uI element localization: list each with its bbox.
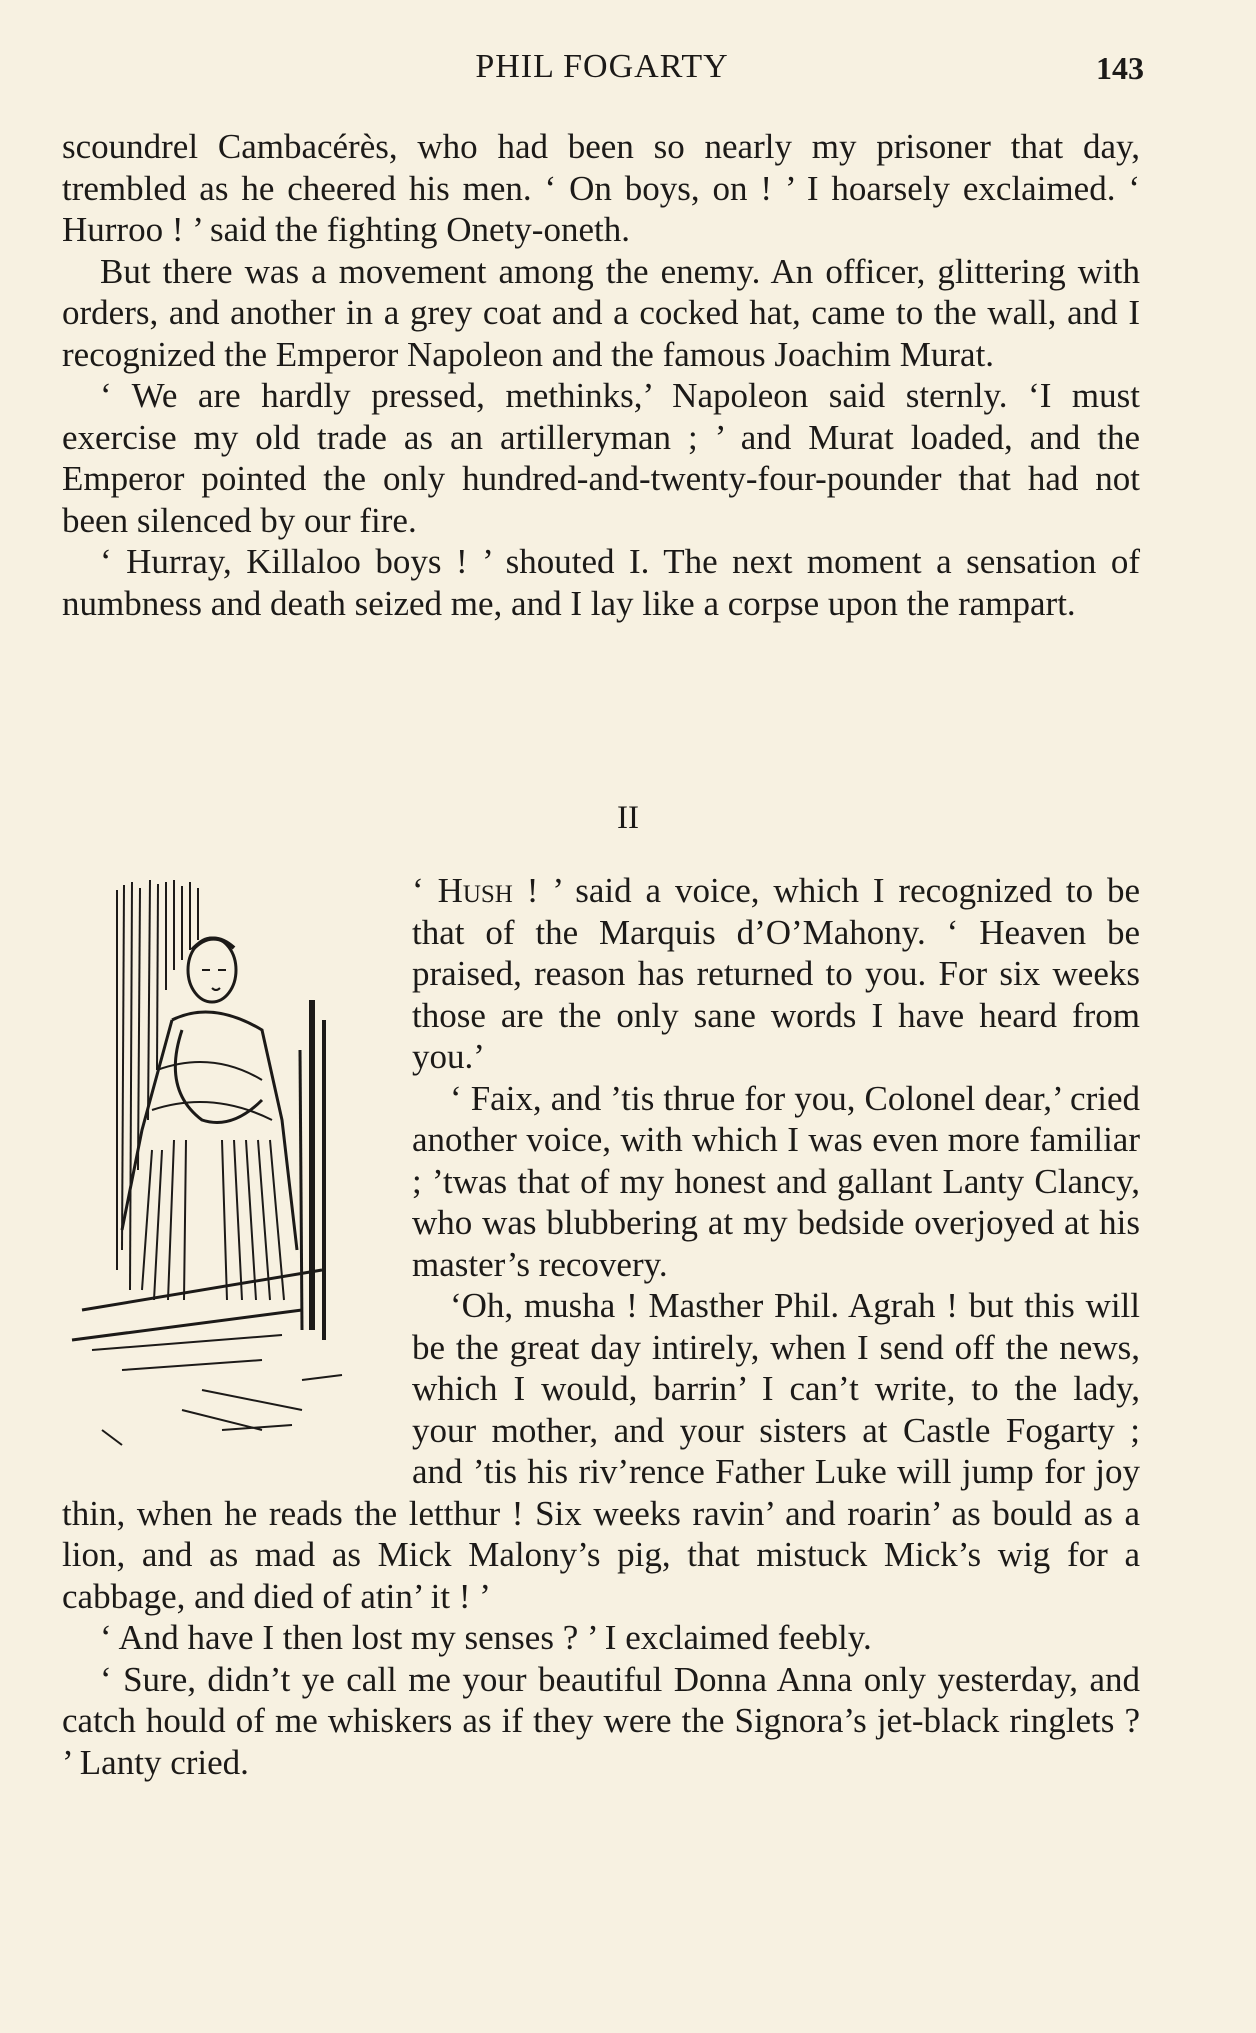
first-paragraph-rest: ! ’ said a voice, which I recognized to be that of the Marquis d’O’Mahony. ‘ Heaven be praised, reason has returned to you. For six weeks those are the only sane words I have heard from you.’ [412, 871, 1141, 1076]
paragraph: ‘ Sure, didn’t ye call me your beautiful Donna Anna only yesterday, and catch hould of me whiskers as if they were the Signora’s jet-black ringlets ? ’ Lanty cried. [62, 1659, 1140, 1782]
body-text [62, 126, 1140, 624]
paragraph: scoundrel Cambacérès, who had been so nearly my prisoner that day, trembled as he cheered his men. ‘ On boys, on ! ’ I hoarsely exclaimed. ‘ Hurroo ! ’ said the fighting Onety-oneth. [62, 127, 1140, 249]
section-number: II [617, 800, 639, 836]
running-head [62, 48, 1142, 88]
paragraph: ‘ Hurray, Killaloo boys ! ’ shouted I. The next moment a sensation of numbness and death seized me, and I lay like a corpse upon the rampart. [62, 542, 1140, 623]
paragraph: ‘ We are hardly pressed, methinks,’ Napoleon said sternly. ‘I must exercise my old trade as an artilleryman ; ’ and Murat loaded, and the Emperor pointed the only hundred-and-twenty-four-pounder that had not been silenced by our fire. [62, 376, 1140, 540]
paragraph: ‘Oh, musha ! Masther Phil. Agrah ! but this will be the great day intirely, when I send off the news, which I would, barrin’ I can’t write, to the lady, your mother, and your sisters at Castle Fogarty ; and ’tis his riv’rence Father Luke will jump for joy thin, when he reads the letthur ! Six weeks ravin’ and roarin’ as bould as a lion, and as mad as Mick Malony’s pig, that mistuck Mick’s wig for a cabbage, and died of atin’ it ! ’ [62, 1286, 1140, 1616]
paragraph: But there was a movement among the enemy. An officer, glittering with orders, and another in a grey coat and a cocked hat, came to the wall, and I recognized the Emperor Napoleon and the famous Joachim Murat. [62, 251, 1140, 374]
paragraph: ‘ And have I then lost my senses ? ’ I exclaimed feebly. [100, 1618, 872, 1657]
woman-at-window-sketch-icon [62, 870, 392, 1475]
running-title: PHIL FOGARTY [475, 48, 729, 85]
first-word: Hush [437, 871, 513, 910]
page-number: 143 [1096, 50, 1144, 86]
section-body [62, 870, 1140, 1783]
paragraph: ‘ Faix, and ’tis thrue for you, Colonel dear,’ cried another voice, with which I was even more familiar ; ’twas that of my honest and gallant Lanty Clancy, who was blubbering at my bedside overjoyed at his master’s recovery. [412, 1078, 1140, 1284]
opening-quote: ‘ [412, 871, 438, 910]
